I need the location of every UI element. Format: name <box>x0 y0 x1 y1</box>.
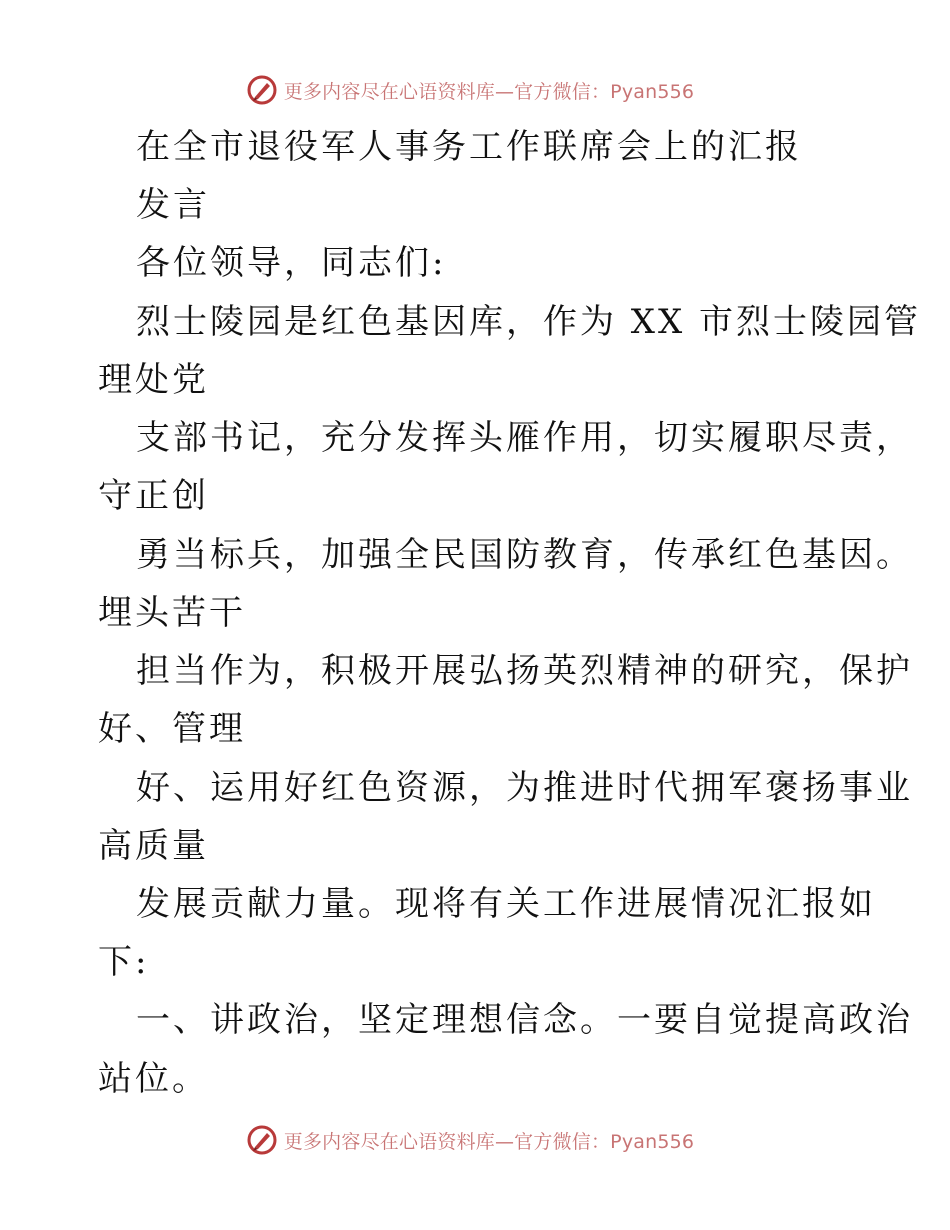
pen-logo-icon <box>246 74 278 106</box>
body-line: 好、运用好红色资源，为推进时代拥军褒扬事业 <box>136 768 913 808</box>
footer-watermark-banner <box>0 1120 950 1160</box>
salutation: 各位领导，同志们: <box>136 243 447 283</box>
body-line: 担当作为，积极开展弘扬英烈精神的研究，保护 <box>136 651 913 691</box>
body-line: 发展贡献力量。现将有关工作进展情况汇报如 <box>136 884 876 924</box>
body-line: 支部书记，充分发挥头雁作用，切实履职尽责， <box>136 418 913 458</box>
pen-logo-icon <box>246 1124 278 1156</box>
body-line: 埋头苦干 <box>98 593 246 633</box>
title-line-2: 发言 <box>136 185 210 225</box>
body-line: 烈士陵园是红色基因库，作为 XX 市烈士陵园管 <box>136 302 922 342</box>
body-line: 勇当标兵，加强全民国防教育，传承红色基因。 <box>136 535 913 575</box>
body-line: 理处党 <box>98 360 209 400</box>
watermark-text: 更多内容尽在心语资料库—官方微信：Pyan556 <box>283 1130 695 1153</box>
body-line: 站位。 <box>98 1059 209 1099</box>
title-line-1: 在全市退役军人事务工作联席会上的汇报 <box>136 127 802 167</box>
header-watermark-banner <box>0 70 950 110</box>
body-line: 好、管理 <box>98 709 246 749</box>
body-line: 下: <box>98 942 150 982</box>
body-line: 守正创 <box>98 476 209 516</box>
body-line: 高质量 <box>98 826 209 866</box>
watermark-text: 更多内容尽在心语资料库—官方微信：Pyan556 <box>283 80 695 103</box>
section-heading-line: 一、讲政治，坚定理想信念。一要自觉提高政治 <box>136 1000 913 1040</box>
